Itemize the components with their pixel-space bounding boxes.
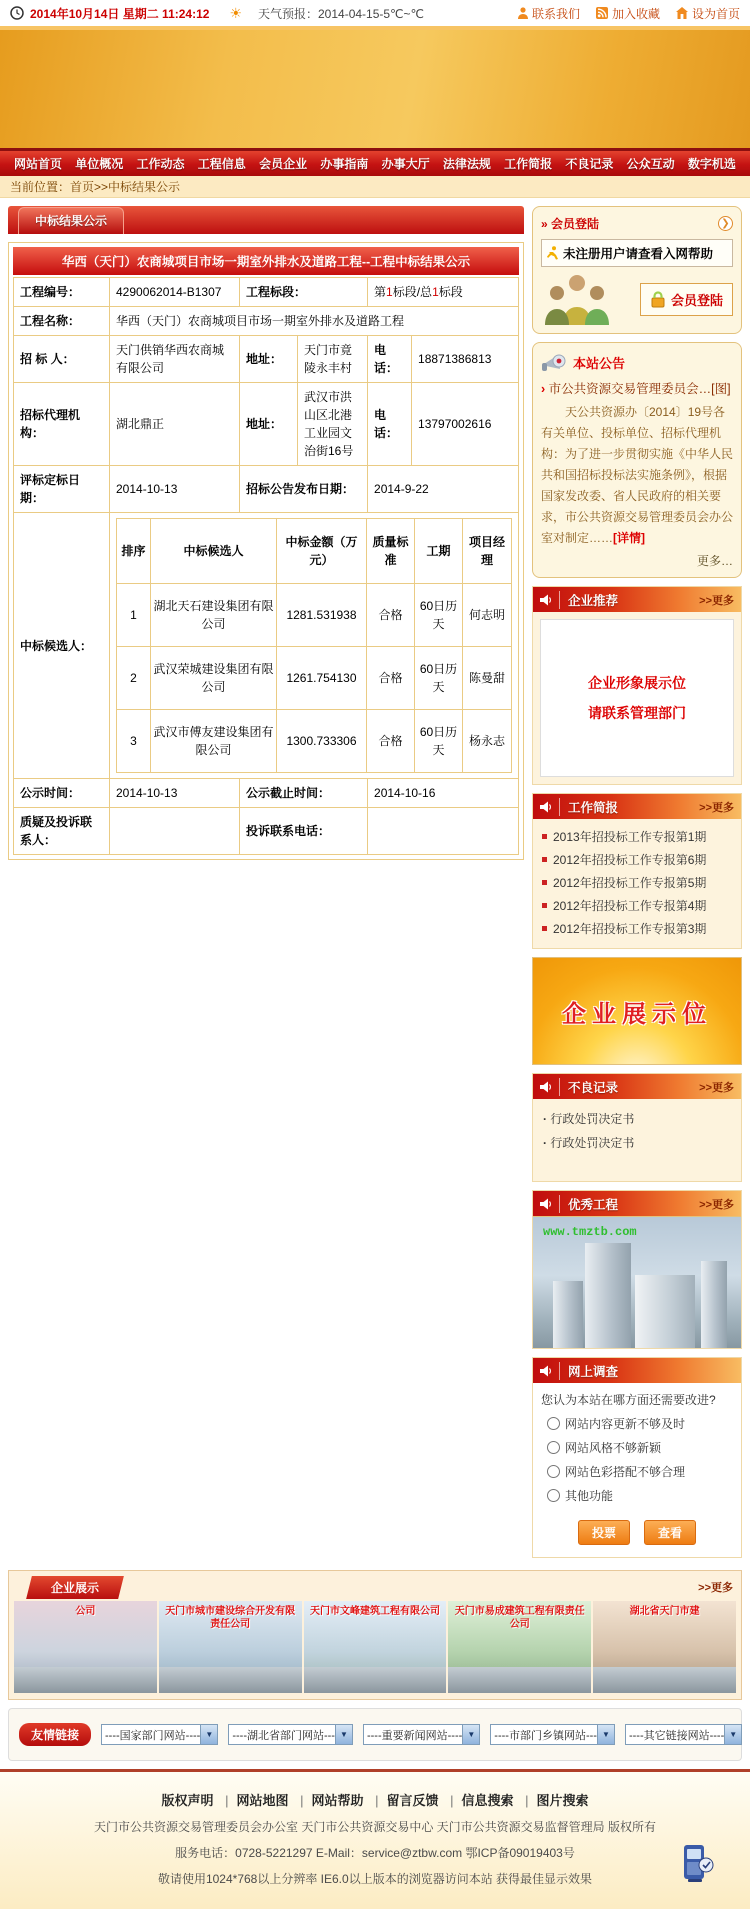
bidder-value: 天门供销华西农商城有限公司 bbox=[110, 336, 240, 383]
nav-item-about[interactable]: 单位概况 bbox=[75, 157, 124, 171]
candidates-header-row bbox=[117, 519, 512, 584]
publicity-end-date: 2014-10-16 bbox=[368, 779, 519, 808]
nav-item-bad-records[interactable]: 不良记录 bbox=[565, 157, 614, 171]
cyber-police-badge-icon[interactable] bbox=[680, 1843, 714, 1883]
quality-cell: 合格 bbox=[367, 710, 415, 773]
quality-cell: 合格 bbox=[367, 584, 415, 647]
col-header: 排序 bbox=[117, 519, 151, 584]
enterprise-showcase bbox=[8, 1570, 742, 1700]
reports-more-link[interactable]: >>更多 bbox=[699, 801, 734, 814]
company-banner[interactable]: 天门市文峰建筑工程有限公司 bbox=[304, 1601, 447, 1693]
content-tabbar bbox=[8, 206, 524, 234]
announce-date-value: 2014-9-22 bbox=[368, 466, 519, 513]
chevron-down-icon: ▼ bbox=[597, 1725, 614, 1744]
home-icon bbox=[676, 7, 688, 19]
survey-option[interactable]: 网站色彩搭配不够合理 bbox=[547, 1463, 733, 1480]
publicity-date: 2014-10-13 bbox=[110, 779, 240, 808]
nav-item-hall[interactable]: 办事大厅 bbox=[381, 157, 430, 171]
company-banner[interactable]: 天门市城市建设综合开发有限责任公司 bbox=[159, 1601, 302, 1693]
list-item[interactable]: 2013年招投标工作专报第1期 bbox=[542, 826, 732, 849]
detail-link[interactable]: [详情] bbox=[613, 531, 646, 545]
speaker-icon bbox=[540, 594, 553, 606]
login-button[interactable]: 会员登陆 bbox=[640, 283, 733, 316]
promo-header bbox=[533, 587, 741, 612]
clock-icon bbox=[10, 6, 24, 20]
field-label: 中标候选人： bbox=[14, 513, 110, 779]
footer-link-sitemap[interactable]: 网站地图 | bbox=[236, 1790, 303, 1809]
members-illustration bbox=[541, 273, 613, 325]
main-area bbox=[0, 198, 750, 1566]
field-label: 招标公告发布日期： bbox=[240, 466, 368, 513]
manager-cell: 杨永志 bbox=[463, 710, 512, 773]
nav-item-home[interactable]: 网站首页 bbox=[14, 157, 63, 171]
reports-section bbox=[532, 793, 742, 949]
candidate-name-cell: 湖北天石建设集团有限公司 bbox=[151, 584, 277, 647]
table-row bbox=[117, 647, 512, 710]
rank-cell: 2 bbox=[117, 647, 151, 710]
project-no-value: 4290062014-B1307 bbox=[110, 278, 240, 307]
speaker-icon bbox=[540, 801, 553, 813]
col-header: 项目经理 bbox=[463, 519, 512, 584]
rank-cell: 3 bbox=[117, 710, 151, 773]
field-label: 地址： bbox=[240, 383, 298, 466]
links-select-other[interactable]: ----其它链接网站---- ▼ bbox=[625, 1724, 742, 1745]
col-header: 质量标准 bbox=[367, 519, 415, 584]
showcase-tab[interactable]: 企业展示 bbox=[26, 1576, 124, 1599]
survey-question: 您认为本站在哪方面还需要改进? bbox=[541, 1393, 716, 1407]
radio-button[interactable] bbox=[547, 1417, 560, 1430]
add-favorite-link[interactable]: 加入收藏 bbox=[596, 5, 660, 22]
list-item[interactable]: · 行政处罚决定书 bbox=[543, 1131, 731, 1155]
promo-placeholder[interactable]: 企业形象展示位 请联系管理部门 bbox=[540, 619, 734, 777]
notice-title: 本站公告 bbox=[573, 355, 626, 371]
field-label: 公示时间： bbox=[14, 779, 110, 808]
agency-phone: 13797002616 bbox=[412, 383, 519, 466]
field-label: 地址： bbox=[240, 336, 298, 383]
lock-icon bbox=[650, 291, 666, 308]
reports-header bbox=[533, 794, 741, 819]
col-header: 中标金额（万元） bbox=[277, 519, 367, 584]
table-row bbox=[117, 584, 512, 647]
notice-headline-link[interactable]: › 市公共资源交易管理委员会…[图] bbox=[541, 379, 733, 397]
candidate-name-cell: 武汉市傅友建设集团有限公司 bbox=[151, 710, 277, 773]
vote-button[interactable]: 投票 bbox=[578, 1520, 630, 1545]
bid-result-box bbox=[8, 242, 524, 860]
login-title: » 会员登陆 bbox=[541, 215, 599, 232]
list-item[interactable]: 2012年招投标工作专报第6期 bbox=[542, 849, 732, 872]
quality-cell: 合格 bbox=[367, 647, 415, 710]
view-results-button[interactable]: 查看 bbox=[644, 1520, 696, 1545]
page-title: 华西（天门）农商城项目市场一期室外排水及道路工程--工程中标结果公示 bbox=[13, 247, 519, 275]
field-label: 工程名称： bbox=[14, 307, 110, 336]
field-label: 工程标段： bbox=[240, 278, 368, 307]
circle-arrow-icon[interactable]: ❯ bbox=[718, 216, 733, 231]
bid-info-table bbox=[13, 277, 519, 855]
footer-link-copyright[interactable]: 版权声明 | bbox=[161, 1790, 228, 1809]
chevron-down-icon: ▼ bbox=[200, 1725, 217, 1744]
section-title: 企业推荐 bbox=[559, 591, 618, 609]
manager-cell: 何志明 bbox=[463, 584, 512, 647]
footer-link-feedback[interactable]: 留言反馈 | bbox=[387, 1790, 454, 1809]
speaker-icon bbox=[540, 1198, 553, 1210]
radio-button[interactable] bbox=[547, 1465, 560, 1478]
footer bbox=[0, 1769, 750, 1909]
content-column bbox=[8, 206, 524, 860]
set-homepage-link[interactable]: 设为首页 bbox=[676, 5, 740, 22]
field-label: 质疑及投诉联系人： bbox=[14, 808, 110, 855]
main-navigation bbox=[0, 148, 750, 176]
company-banner[interactable]: 天门市易成建筑工程有限责任公司 bbox=[448, 1601, 591, 1693]
duration-cell: 60日历天 bbox=[415, 710, 463, 773]
site-notice-box bbox=[532, 342, 742, 578]
rank-cell: 1 bbox=[117, 584, 151, 647]
amount-cell: 1261.754130 bbox=[277, 647, 367, 710]
section-value: 第1标段/总1标段 bbox=[368, 278, 519, 307]
footer-browser-line: 敬请使用1024*768以上分辨率 IE6.0以上版本的浏览器访问本站 获得最佳显示效果 bbox=[157, 1872, 593, 1886]
table-row bbox=[14, 383, 519, 466]
notice-body: 天公共资源办〔2014〕19号各有关单位、投标单位、招标代理机构：为了进一步贯彻实施《中华人民共和国招标投标法实施条例》，根据国家发改委、省人民政府的相关要求，市公共资源交易管理委员会办公室对制定……[详情] bbox=[541, 405, 734, 545]
links-select-province[interactable]: ----湖北省部门网站--- ▼ bbox=[228, 1724, 353, 1745]
amount-cell: 1281.531938 bbox=[277, 584, 367, 647]
bidder-phone: 18871386813 bbox=[412, 336, 519, 383]
speaker-icon bbox=[540, 1081, 553, 1093]
table-row bbox=[14, 779, 519, 808]
notice-header bbox=[541, 351, 733, 373]
field-label: 招标代理机构： bbox=[14, 383, 110, 466]
duration-cell: 60日历天 bbox=[415, 647, 463, 710]
survey-option[interactable]: 网站内容更新不够及时 bbox=[547, 1415, 733, 1432]
project-name-value: 华西（天门）农商城项目市场一期室外排水及道路工程 bbox=[110, 307, 519, 336]
bidder-address: 天门市竟陵永丰村 bbox=[298, 336, 368, 383]
notice-more-link[interactable]: 更多… bbox=[696, 554, 733, 568]
bad-records-more-link[interactable]: >>更多 bbox=[699, 1081, 734, 1094]
section-title: 工作简报 bbox=[559, 798, 618, 816]
survey-option[interactable]: 其他功能 bbox=[547, 1487, 733, 1504]
table-row bbox=[14, 336, 519, 383]
bad-records-header bbox=[533, 1074, 741, 1099]
table-row bbox=[14, 278, 519, 307]
tab-bid-result[interactable]: 中标结果公示 bbox=[18, 207, 124, 234]
showcase-more-link[interactable]: >>更多 bbox=[698, 1582, 733, 1594]
breadcrumb: 当前位置：首页>>中标结果公示 bbox=[0, 176, 750, 198]
table-row bbox=[14, 307, 519, 336]
excellent-more-link[interactable]: >>更多 bbox=[699, 1198, 734, 1211]
amount-cell: 1300.733306 bbox=[277, 710, 367, 773]
site-banner bbox=[0, 30, 750, 148]
survey-option[interactable]: 网站风格不够新颖 bbox=[547, 1439, 733, 1456]
table-row bbox=[117, 710, 512, 773]
contact-value bbox=[110, 808, 240, 855]
sidebar bbox=[532, 206, 742, 1558]
chevron-down-icon: ▼ bbox=[335, 1725, 352, 1744]
section-title: 网上调查 bbox=[559, 1362, 618, 1380]
register-help-link[interactable]: 未注册用户请查看入网帮助 bbox=[541, 239, 733, 267]
reports-list bbox=[533, 819, 741, 948]
rss-icon bbox=[596, 7, 608, 19]
footer-link-info-search[interactable]: 信息搜索 | bbox=[462, 1790, 529, 1809]
footer-copyright-line: 天门市公共资源交易管理委员会办公室 天门市公共资源交易中心 天门市公共资源交易监督管理局 版权所有 bbox=[93, 1820, 656, 1834]
current-datetime: 2014年10月14日 星期二 11:24:12 bbox=[30, 6, 210, 21]
nav-item-digital[interactable]: 数字机选 bbox=[687, 157, 736, 171]
login-header bbox=[541, 215, 733, 232]
duration-cell: 60日历天 bbox=[415, 584, 463, 647]
nav-item-guide[interactable]: 办事指南 bbox=[320, 157, 369, 171]
links-select-city[interactable]: ----市部门乡镇网站--- ▼ bbox=[490, 1724, 615, 1745]
enterprise-ad-banner[interactable]: 企业展示位 bbox=[532, 957, 742, 1065]
chevron-down-icon: ▼ bbox=[462, 1725, 479, 1744]
radio-button[interactable] bbox=[547, 1441, 560, 1454]
field-label: 投诉联系电话： bbox=[240, 808, 368, 855]
excellent-project-section bbox=[532, 1190, 742, 1349]
section-title: 优秀工程 bbox=[559, 1195, 618, 1213]
showcase-banners bbox=[14, 1601, 736, 1693]
company-banner[interactable]: 公司 bbox=[14, 1601, 157, 1693]
bad-records-section bbox=[532, 1073, 742, 1182]
excellent-project-photo[interactable] bbox=[533, 1216, 741, 1348]
survey-header bbox=[533, 1358, 741, 1383]
nav-item-projects[interactable]: 工程信息 bbox=[197, 157, 246, 171]
field-label: 工程编号： bbox=[14, 278, 110, 307]
nav-item-laws[interactable]: 法律法规 bbox=[442, 157, 491, 171]
company-banner[interactable]: 湖北省天门市建 bbox=[593, 1601, 736, 1693]
promo-section bbox=[532, 586, 742, 785]
nav-item-members[interactable]: 会员企业 bbox=[259, 157, 308, 171]
table-row bbox=[14, 808, 519, 855]
eval-date-value: 2014-10-13 bbox=[110, 466, 240, 513]
login-row bbox=[541, 273, 733, 325]
radio-button[interactable] bbox=[547, 1489, 560, 1502]
complaint-tel-value bbox=[368, 808, 519, 855]
footer-link-help[interactable]: 网站帮助 | bbox=[311, 1790, 378, 1809]
agency-value: 湖北鼎正 bbox=[110, 383, 240, 466]
list-item[interactable]: 2012年招投标工作专报第5期 bbox=[542, 872, 732, 895]
field-label: 电话： bbox=[368, 336, 412, 383]
candidates-cell bbox=[110, 513, 519, 779]
manager-cell: 陈曼甜 bbox=[463, 647, 512, 710]
watermark-text: www.tmztb.com bbox=[543, 1225, 637, 1239]
weather-forecast: 天气预报：2014-04-15-5℃~℃ bbox=[258, 6, 425, 21]
field-label: 招 标 人： bbox=[14, 336, 110, 383]
nav-item-reports[interactable]: 工作简报 bbox=[504, 157, 553, 171]
nav-item-interaction[interactable]: 公众互动 bbox=[626, 157, 675, 171]
links-select-national[interactable]: ----国家部门网站---- ▼ bbox=[101, 1724, 218, 1745]
candidates-table bbox=[116, 518, 512, 773]
candidate-name-cell: 武汉荣城建设集团有限公司 bbox=[151, 647, 277, 710]
speaker-icon bbox=[540, 1365, 553, 1377]
list-item[interactable]: 2012年招投标工作专报第4期 bbox=[542, 895, 732, 918]
list-item[interactable]: · 行政处罚决定书 bbox=[543, 1107, 731, 1131]
footer-contact-line: 服务电话：0728-5221297 E-Mail：service@ztbw.com 鄂ICP备09019403号 bbox=[175, 1846, 575, 1860]
footer-link-image-search[interactable]: 图片搜索 bbox=[536, 1793, 589, 1808]
excellent-header bbox=[533, 1191, 741, 1216]
person-icon bbox=[518, 7, 528, 19]
sun-icon: ☀ bbox=[229, 4, 242, 21]
field-label: 公示截止时间： bbox=[240, 779, 368, 808]
table-row bbox=[14, 513, 519, 779]
col-header: 工期 bbox=[415, 519, 463, 584]
friendly-links-label: 友情链接 bbox=[19, 1723, 91, 1746]
promo-more-link[interactable]: >>更多 bbox=[699, 594, 734, 607]
contact-us-link[interactable]: 联系我们 bbox=[518, 5, 580, 22]
member-login-box bbox=[532, 206, 742, 334]
col-header: 中标候选人 bbox=[151, 519, 277, 584]
footer-links bbox=[0, 1790, 750, 1809]
table-row bbox=[14, 466, 519, 513]
agency-address: 武汉市洪山区北港工业园文治街16号 bbox=[298, 383, 368, 466]
field-label: 电话： bbox=[368, 383, 412, 466]
survey-body bbox=[533, 1383, 741, 1557]
section-title: 不良记录 bbox=[559, 1078, 618, 1096]
friendly-links-bar bbox=[8, 1708, 742, 1761]
megaphone-icon bbox=[541, 351, 567, 373]
bad-records-list bbox=[533, 1099, 741, 1181]
survey-section bbox=[532, 1357, 742, 1558]
field-label: 评标定标日期： bbox=[14, 466, 110, 513]
list-item[interactable]: 2012年招投标工作专报第3期 bbox=[542, 918, 732, 941]
running-person-icon bbox=[547, 246, 559, 260]
nav-item-news[interactable]: 工作动态 bbox=[136, 157, 185, 171]
top-utility-bar bbox=[0, 0, 750, 26]
links-select-news[interactable]: ----重要新闻网站---- ▼ bbox=[363, 1724, 480, 1745]
chevron-down-icon: ▼ bbox=[724, 1725, 741, 1744]
